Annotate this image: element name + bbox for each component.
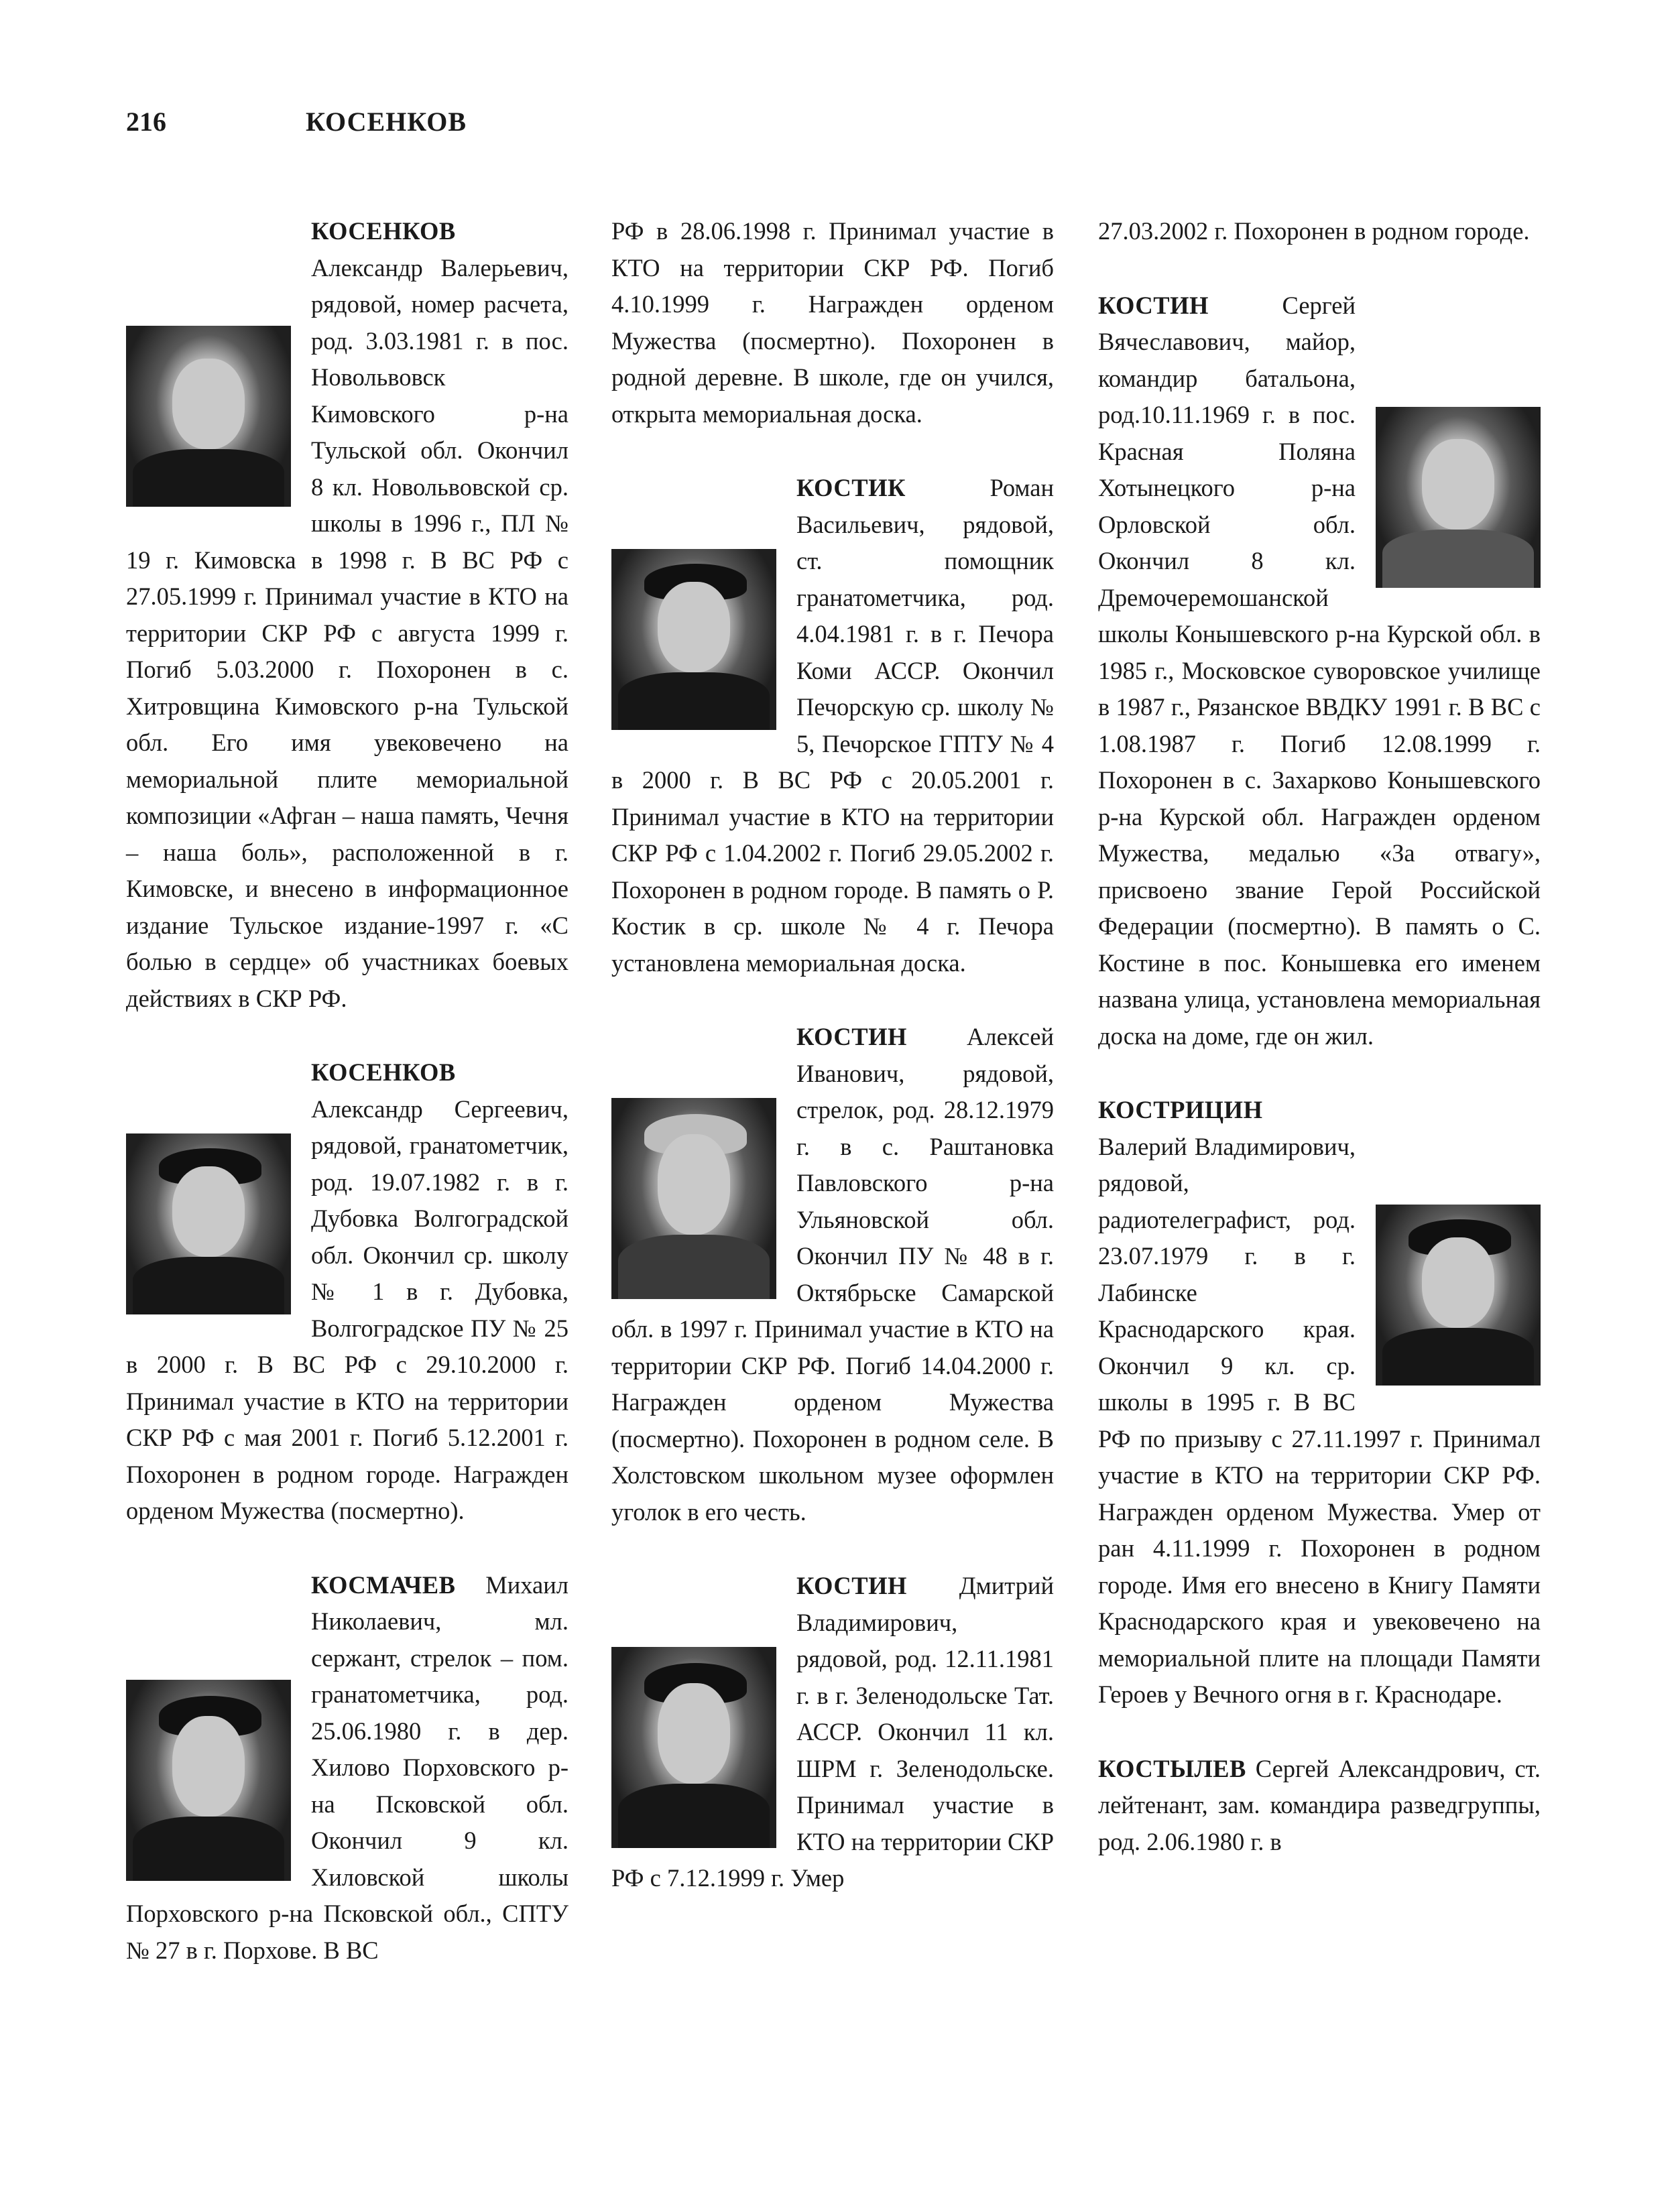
- entry-surname: КОСТЫЛЕВ: [1098, 1754, 1246, 1782]
- portrait-photo: [126, 1133, 291, 1314]
- portrait-photo: [611, 549, 776, 730]
- page-number: 216: [126, 107, 166, 137]
- biography-entry: [611, 1019, 1054, 1530]
- entry-surname: КОСТИН: [796, 1023, 907, 1050]
- column-2: [611, 213, 1054, 1934]
- biography-entry: [126, 213, 568, 1017]
- portrait-photo: [1376, 1205, 1541, 1386]
- biography-entry: [126, 1567, 568, 1969]
- entry-text: Александр Сергеевич, рядовой, гранатометчик, род. 19.07.1982 г. в г. Дубовка Волгоградской обл. Окончил ср. школу № 1 в г. Дубовка, Волгоградское ПУ № 25 в 2000 г. В ВС РФ с 29.10.2000 г. Принимал участие в КТО на территории СКР РФ с мая 2001 г. Погиб 5.12.2001 г. Похоронен в родном городе. Награжден орденом Мужества (посмертно).: [126, 1095, 568, 1524]
- entry-surname: КОСТИК: [796, 474, 906, 501]
- entry-text: Александр Валерьевич, рядовой, номер расчета, род. 3.03.1981 г. в пос. Новольвовск Кимовского р-на Тульской обл. Окончил 8 кл. Новольвовской ср. школы в 1996 г., ПЛ № 19 г. Кимовска в 1998 г. В ВС РФ с 27.05.1999 г. Принимал участие в КТО на территории СКР РФ с августа 1999 г. Погиб 5.03.2000 г. Похоронен в с. Хитровщина Кимовского р-на Тульской обл. Его имя увековечено на мемориальной плите мемориальной композиции «Афган – наша память, Чечня – наша боль», расположенной в г. Кимовске, и внесено в информационное издание Тульское издание-1997 г. «С болью в сердце» об участниках боевых действиях в СКР РФ.: [126, 253, 568, 1012]
- entry-text: Алексей Иванович, рядовой, стрелок, род. 28.12.1979 г. в с. Раштановка Павловского р-на Ульяновской обл. Окончил ПУ № 48 в г. Октябрьске Самарской обл. в 1997 г. Принимал участие в КТО на территории СКР РФ. Погиб 14.04.2000 г. Награжден орденом Мужества (посмертно). Похоронен в родном селе. В Холстовском школьном музее оформлен уголок в его честь.: [611, 1023, 1054, 1526]
- entry-text: Дмитрий Владимирович, рядовой, род. 12.11.1981 г. в г. Зеленодольске Тат. АССР. Окончил 11 кл. ШРМ г. Зеленодольске. Принимал участие в КТО на территории СКР РФ с 7.12.1999 г. Умер: [611, 1572, 1054, 1892]
- entry-surname: КОСЕНКОВ: [311, 1058, 456, 1086]
- portrait-photo: [126, 1680, 291, 1881]
- entry-text: Сергей Александрович, ст. лейтенант, зам. командира разведгруппы, род. 2.06.1980 г. в: [1098, 1754, 1541, 1855]
- biography-entry: [1098, 288, 1541, 1055]
- entry-surname: КОСЕНКОВ: [311, 217, 456, 245]
- page-header: [126, 106, 467, 137]
- biography-entry: [1098, 1751, 1541, 1861]
- biography-entry: [611, 1568, 1054, 1897]
- column-3: [1098, 213, 1541, 1898]
- entry-surname: КОСТРИЦИН: [1098, 1096, 1263, 1123]
- entry-text: Сергей Вячеславович, майор, командир батальона, род.10.11.1969 г. в пос. Красная Поляна Хотынецкого р-на Орловской обл. Окончил 8 кл. Дремочеремошанской школы Конышевского р-на Курской обл. в 1985 г., Московское суворовское училище в 1987 г., Рязанское ВВДКУ 1991 г. В ВС с 1.08.1987 г. Погиб 12.08.1999 г. Похоронен в с. Захарково Конышевского р-на Курской обл. Награжден орденом Мужества, медалью «За отвагу», присвоено звание Герой Российской Федерации (посмертно). В память о С. Костине в пос. Конышевка его именем названа улица, установлена мемориальная доска на доме, где он жил.: [1098, 291, 1541, 1050]
- entry-surname: КОСМАЧЕВ: [311, 1571, 456, 1599]
- biography-entry: [1098, 1092, 1541, 1713]
- portrait-photo: [611, 1647, 776, 1848]
- biography-entry: [126, 1054, 568, 1530]
- continued-text: 27.03.2002 г. Похоронен в родном городе.: [1098, 217, 1530, 245]
- biography-entry: [611, 470, 1054, 981]
- entry-text: Роман Васильевич, рядовой, ст. помощник гранатометчика, род. 4.04.1981 г. в г. Печора Коми АССР. Окончил Печорскую ср. школу № 5, Печорское ГПТУ № 4 в 2000 г. В ВС РФ с 20.05.2001 г. Принимал участие в КТО на территории СКР РФ с 1.04.2002 г. Погиб 29.05.2002 г. Похоронен в родном городе. В память о Р. Костик в ср. школе № 4 г. Печора установлена мемориальная доска.: [611, 474, 1054, 977]
- column-1: [126, 213, 568, 2006]
- entry-text: Валерий Владимирович, рядовой, радиотелеграфист, род. 23.07.1979 г. в г. Лабинске Краснодарского края. Окончил 9 кл. ср. школы в 1995 г. В ВС РФ по призыву с 27.11.1997 г. Принимал участие в КТО на территории СКР РФ. Награжден орденом Мужества. Умер от ран 4.11.1999 г. Похоронен в родном городе. Имя его внесено в Книгу Памяти Краснодарского края и увековечено на мемориальной плите на площади Памяти Героев у Вечного огня в г. Краснодаре.: [1098, 1132, 1541, 1708]
- continued-text: РФ в 28.06.1998 г. Принимал участие в КТО на территории СКР РФ. Погиб 4.10.1999 г. Награжден орденом Мужества (посмертно). Похоронен в родной деревне. В школе, где он учился, открыта мемориальная доска.: [611, 217, 1054, 428]
- entry-text: Михаил Николаевич, мл. сержант, стрелок – пом. гранатометчика, род. 25.06.1980 г. в дер. Хилово Порховского р-на Псковской обл. Окончил 9 кл. Хиловской школы Порховского р-на Псковской обл., СПТУ № 27 в г. Порхове. В ВС: [126, 1571, 568, 1964]
- portrait-photo: [1376, 407, 1541, 588]
- entry-surname: КОСТИН: [796, 1572, 907, 1599]
- entry-surname: КОСТИН: [1098, 291, 1209, 319]
- portrait-photo: [611, 1098, 776, 1299]
- running-title: КОСЕНКОВ: [306, 107, 467, 137]
- portrait-photo: [126, 326, 291, 507]
